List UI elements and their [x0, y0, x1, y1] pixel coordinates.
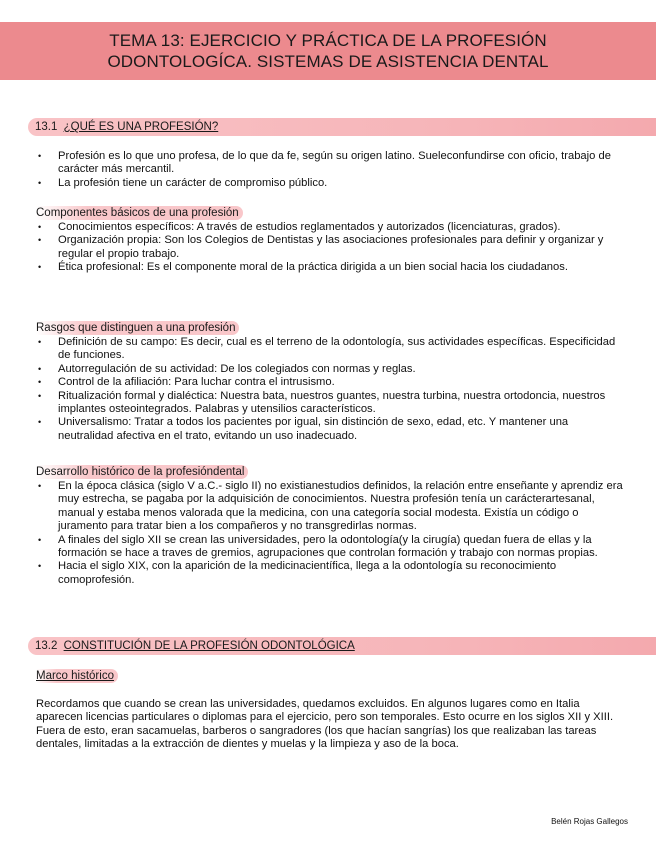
- list-item: • Universalismo: Tratar a todos los pacientes por igual, sin distinción de sexo, edad, etc. Y mantener una neutralidad afectiva en el trato, evitando un uso inadecuado.: [36, 416, 626, 443]
- list-item: • Profesión es lo que uno profesa, de lo que da fe, según su origen latino. Sueleconfundirse con oficio, trabajo de carácter más mercantil.: [36, 150, 626, 177]
- subheading-rasgos: Rasgos que distinguen a una profesión: [36, 321, 239, 335]
- list-item: • Autorregulación de su actividad: De los colegiados con normas y reglas.: [36, 363, 626, 376]
- componentes-bullet-list: [36, 221, 626, 275]
- list-item: • Conocimientos específicos: A través de estudios reglamentados y autorizados (licenciaturas, grados).: [36, 221, 626, 234]
- marco-historico-paragraph: Recordamos que cuando se crean las universidades, quedamos excluidos. En algunos lugares como en Italia aparecen licencias particulares o diplomas para el ejercicio, pero son temporales. Esto ocurre en los siglos XII y XIII. Fuera de esto, eran sacamuelas, barberos o sangradores (los que hacían sangrías) los que realizaban las tareas dentales, limitadas a la extracción de dientes y muelas y la limpieza y aso de la boca.: [36, 698, 614, 751]
- section-number: 13.1: [35, 121, 58, 133]
- list-item: • Hacia el siglo XIX, con la aparición de la medicinacientífica, llega a la odontología su reconocimiento comoprofesión.: [36, 560, 626, 587]
- author-footer: Belén Rojas Gallegos: [551, 817, 628, 826]
- section-heading-13-1: [28, 118, 656, 136]
- section-title: CONSTITUCIÓN DE LA PROFESIÓN ODONTOLÓGICA: [63, 640, 355, 652]
- subheading-componentes: Componentes básicos de una profesión: [36, 206, 243, 220]
- rasgos-bullet-list: [36, 336, 626, 443]
- section-heading-13-2: [28, 637, 656, 655]
- list-item: • En la época clásica (siglo V a.C.- siglo II) no existianestudios definidos, la relación entre enseñante y aprendiz era muy estrecha, se pagaba por la adquisición de conocimientos. Nuestra profesión tenía un carácterartesanal, manual y estaba menos valorada que la medicina, con una categoría social modesta. Existía un código o juramento para tratar bien a los compañeros y no transgredirlas normas.: [36, 480, 626, 534]
- list-item: • Ritualización formal y dialéctica: Nuestra bata, nuestros guantes, nuestra turbina, nuestra ortodoncia, nuestros implantes osteointegrados. Palabras y utensilios característicos.: [36, 390, 626, 417]
- section-title: ¿QUÉ ES UNA PROFESIÓN?: [63, 121, 219, 133]
- section-number: 13.2: [35, 640, 58, 652]
- list-item: • A finales del siglo XII se crean las universidades, pero la odontología(y la cirugía) quedan fuera de ellas y la formación se hace a traves de gremios, agrupaciones que controlan formación y trabajo con normas propias.: [36, 534, 626, 561]
- subheading-marco-historico: Marco histórico: [36, 669, 118, 683]
- list-item: • Ética profesional: Es el componente moral de la práctica dirigida a un bien social hacia los ciudadanos.: [36, 261, 626, 274]
- list-item: • Definición de su campo: Es decir, cual es el terreno de la odontología, sus actividades específicas. Especificidad de funciones.: [36, 336, 626, 363]
- title-line-2: ODONTOLOGÍCA. SISTEMAS DE ASISTENCIA DENTAL: [107, 52, 549, 71]
- document-title: [0, 22, 656, 80]
- intro-bullet-list: [36, 150, 626, 190]
- subheading-desarrollo: Desarrollo histórico de la profesióndental: [36, 465, 248, 479]
- title-line-1: TEMA 13: EJERCICIO Y PRÁCTICA DE LA PROFESIÓN: [109, 31, 547, 50]
- list-item: • Control de la afiliación: Para luchar contra el intrusismo.: [36, 376, 626, 389]
- list-item: • Organización propia: Son los Colegios de Dentistas y las asociaciones profesionales para definir y organizar y regular el propio trabajo.: [36, 234, 626, 261]
- desarrollo-bullet-list: [36, 480, 626, 587]
- list-item: • La profesión tiene un carácter de compromiso público.: [36, 177, 626, 190]
